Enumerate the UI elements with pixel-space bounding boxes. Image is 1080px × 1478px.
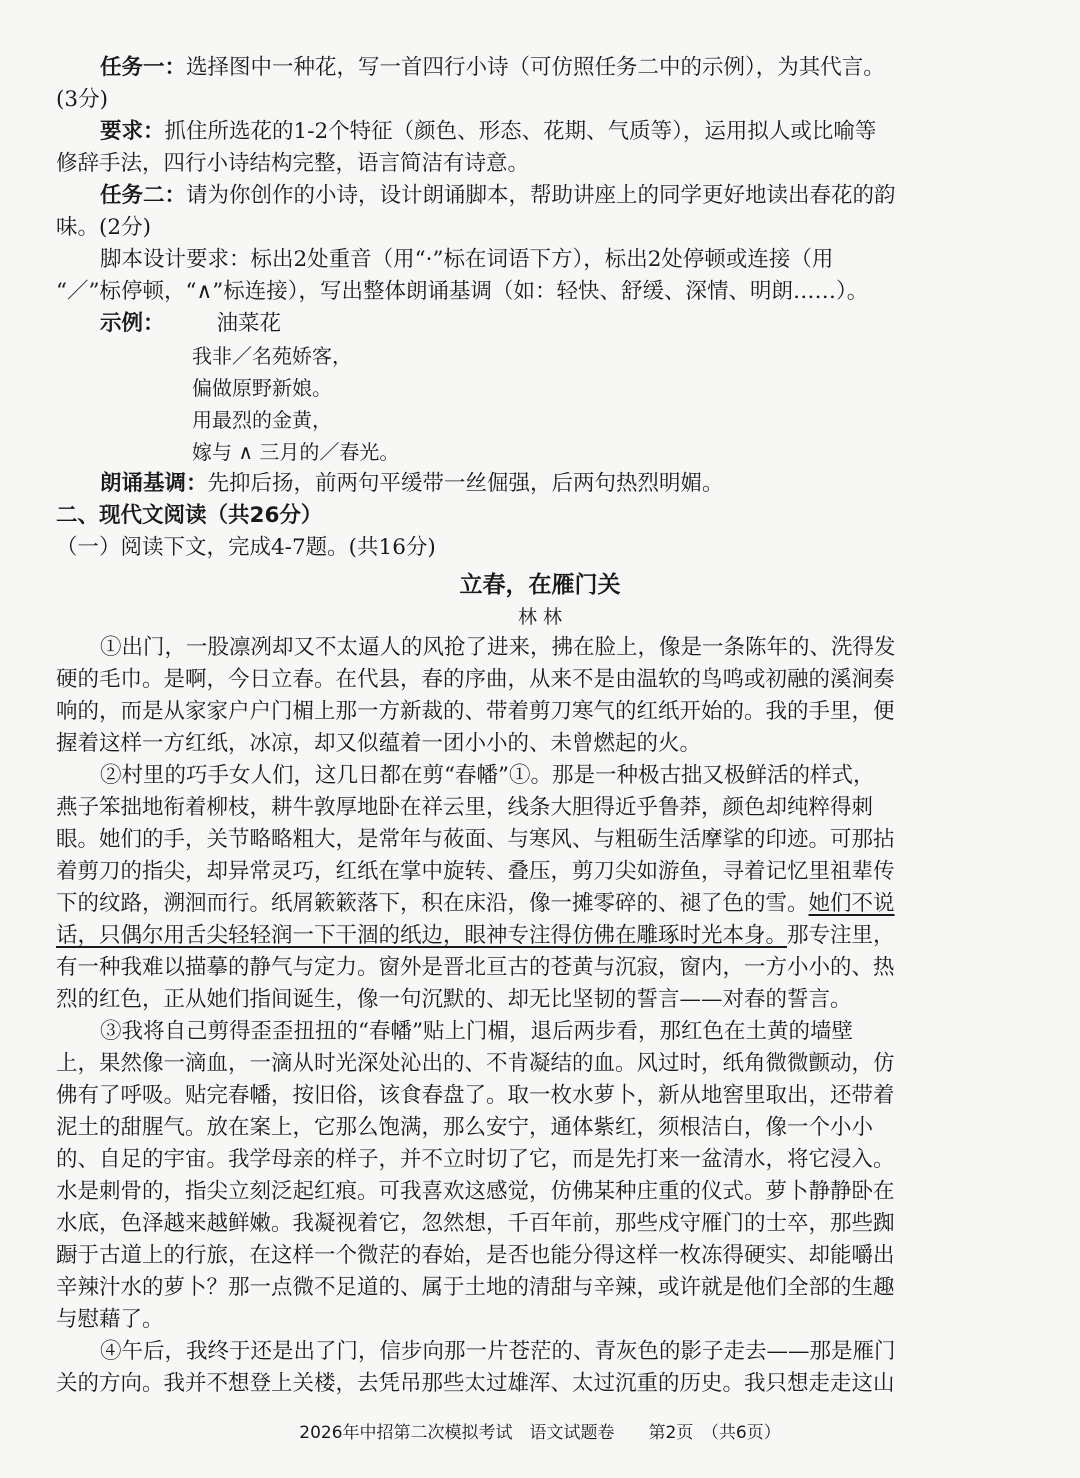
tone-text: 先抑后扬，前两句平缓带一丝倔强，后两句热烈明媚。 [207,471,724,496]
para-line: 水底，色泽越来越鲜嫩。我凝视着它，忽然想，千百年前，那些戍守雁门的士卒，那些踟 [56,1211,895,1236]
task1-req [100,116,1020,148]
para-line: 泥土的甜腥气。放在案上，它那么饱满，那么安宁，通体紫红，须根洁白，像一个小小 [56,1115,874,1140]
task2-line [100,180,1020,212]
section-sub: （一）阅读下文，完成4-7题。(共16分) [56,535,436,560]
para-line: 响的，而是从家家户户门楣上那一方新裁的、带着剪刀寒气的红纸开始的。我的手里，便 [56,699,895,724]
para-line: 眼。她们的手，关节略略粗大，是常年与莜面、与寒风、与粗砺生活摩挲的印迹。可那拈 [56,827,895,852]
para-line: ③我将自己剪得歪歪扭扭的“春幡”贴上门楣，退后两步看，那红色在土黄的墙壁 [100,1019,853,1044]
section-heading: 二、现代文阅读（共26分） [56,503,323,528]
example-header [100,308,1020,340]
task1-req-label: 要求： [100,119,165,144]
task2-text: 请为你创作的小诗，设计朗诵脚本，帮助讲座上的同学更好地读出春花的韵 [186,183,896,208]
task1-line [100,52,1020,84]
para-line: 握着这样一方红纸，冰凉，却又似蕴着一团小小的、未曾燃起的火。 [56,731,702,756]
article-author: 林 林 [517,606,563,628]
underlined-text: 话，只偶尔用舌尖轻轻润一下干涸的纸边，眼神专注得仿佛在雕琢时光本身。 [56,923,788,948]
task2-score: 味。(2分) [56,215,151,240]
para-line: 烈的红色，正从她们指间诞生，像一句沉默的、却无比坚韧的誓言——对春的誓言。 [56,987,852,1012]
article-title: 立春，在雁门关 [459,572,621,598]
para-text: 下的纹路，溯洄而行。纸屑簌簌落下，积在床沿，像一摊零碎的、褪了色的雪。 [56,891,809,916]
poem-line-3: 用最烈的金黄， [192,408,332,432]
task1-score: (3分) [56,87,108,112]
para-line: 蹰于古道上的行旅，在这样一个微茫的春始，是否也能分得这样一枚冻得硬实、却能嚼出 [56,1243,895,1268]
task1-label: 任务一： [100,55,187,80]
example-label: 示例： [100,311,165,336]
para-line: 关的方向。我并不想登上关楼，去凭吊那些太过雄浑、太过沉重的历史。我只想走走这山 [56,1371,895,1396]
para-line: 着剪刀的指尖，却异常灵巧，红纸在掌中旋转、叠压，剪刀尖如游鱼，寻着记忆里祖辈传 [56,859,895,884]
tone-line [100,468,1020,500]
para-line: 的、自足的宇宙。我学母亲的样子，并不立时切了它，而是先打来一盆清水，将它浸入。 [56,1147,895,1172]
task1-text: 选择图中一种花，写一首四行小诗（可仿照任务二中的示例），为其代言。 [186,55,885,80]
task2-label: 任务二： [100,183,187,208]
underlined-text: 她们不说 [808,891,895,916]
para-line: ②村里的巧手女人们，这几日都在剪“春幡”①。那是一种极古拙又极鲜活的样式， [100,763,875,788]
poem-line-1: 我非／名苑娇客， [192,344,352,368]
poem-line-4: 嫁与 ∧ 三月的／春光。 [192,440,400,464]
para-line [56,888,1020,920]
para-line: 辛辣汁水的萝卜？那一点微不足道的、属于土地的清甜与辛辣，或许就是他们全部的生趣 [56,1275,895,1300]
para-line: 与慰藉了。 [56,1307,164,1332]
tone-label: 朗诵基调： [100,471,208,496]
task1-req-cont: 修辞手法，四行小诗结构完整，语言简洁有诗意。 [56,151,530,176]
task2-req: 脚本设计要求：标出2处重音（用“·”标在词语下方），标出2处停顿或连接（用 [100,247,834,272]
example-poem-title: 油菜花 [216,311,282,336]
para-line: ④午后，我终于还是出了门，信步向那一片苍茫的、青灰色的影子走去——那是雁门 [100,1339,896,1364]
para-text: 那专注里， [787,923,895,948]
para-line: 佛有了呼吸。贴完春幡，按旧俗，该食春盘了。取一枚水萝卜，新从地窖里取出，还带着 [56,1083,895,1108]
para-line: 上，果然像一滴血，一滴从时光深处沁出的、不肯凝结的血。风过时，纸角微微颤动，仿 [56,1051,895,1076]
para-line: 水是刺骨的，指尖立刻泛起红痕。可我喜欢这感觉，仿佛某种庄重的仪式。萝卜静静卧在 [56,1179,895,1204]
task1-req-text: 抓住所选花的1-2个特征（颜色、形态、花期、气质等），运用拟人或比喻等 [164,119,877,144]
para-line: 燕子笨拙地衔着柳枝，耕牛敦厚地卧在祥云里，线条大胆得近乎鲁莽，颜色却纯粹得刺 [56,795,874,820]
task2-req-cont: “／”标停顿，“∧”标连接），写出整体朗诵基调（如：轻快、舒缓、深情、明朗……）。 [56,279,869,304]
para-line: 硬的毛巾。是啊，今日立春。在代县，春的序曲，从来不是由温软的鸟鸣或初融的溪涧奏 [56,667,895,692]
page-footer: 2026年中招第二次模拟考试 语文试题卷 第2页 （共6页） [299,1423,781,1443]
para-line: ①出门，一股凛冽却又不太逼人的风抢了进来，拂在脸上，像是一条陈年的、洗得发 [100,635,896,660]
poem-line-2: 偏做原野新娘。 [192,376,332,400]
para-line: 有一种我难以描摹的静气与定力。窗外是晋北亘古的苍黄与沉寂，窗内，一方小小的、热 [56,955,895,980]
para-line [56,920,1020,952]
